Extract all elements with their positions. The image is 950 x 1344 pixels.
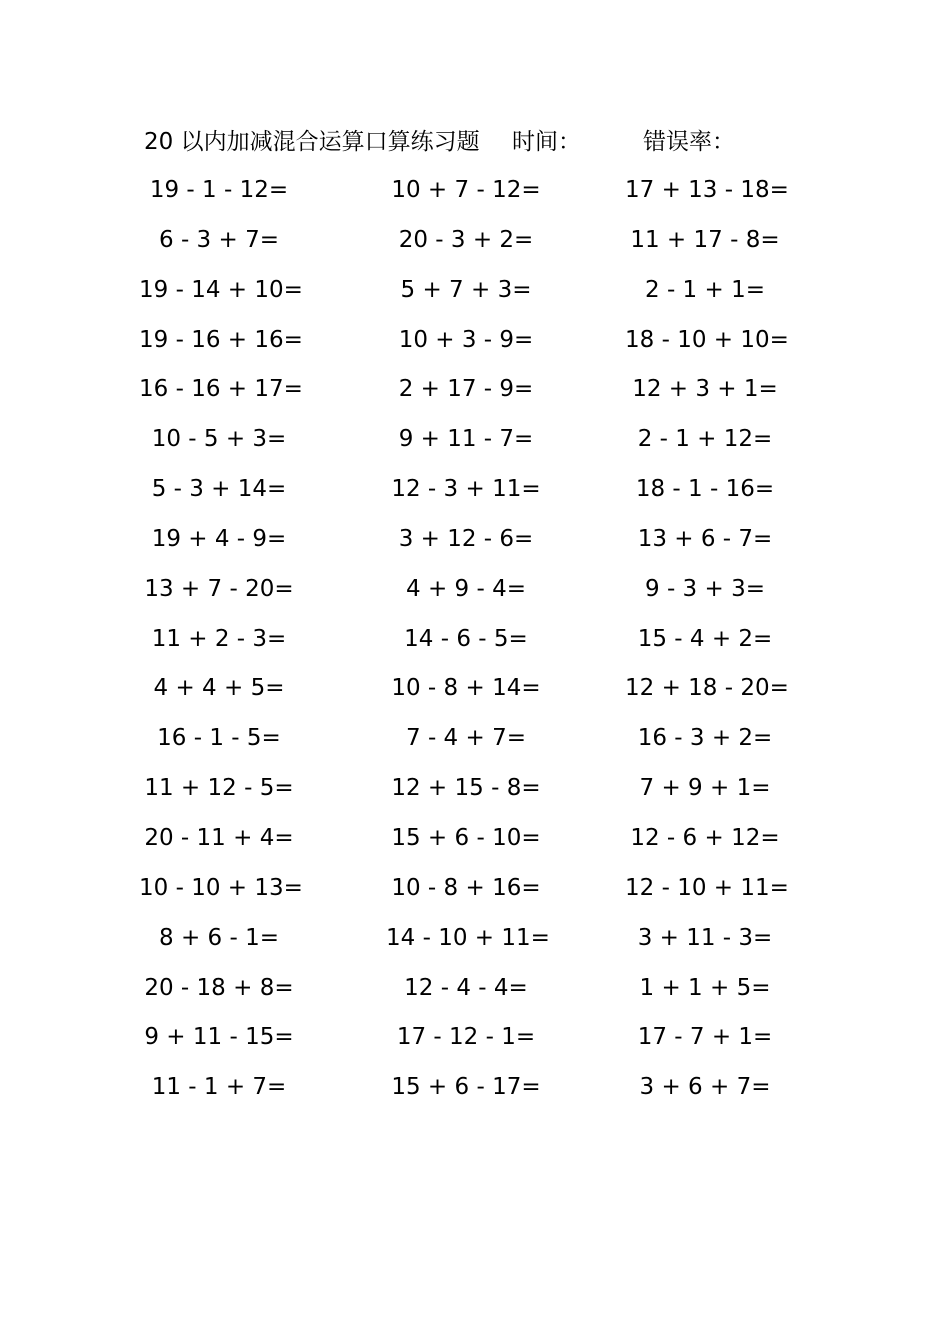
problem-item: 16 - 3 + 2= xyxy=(637,725,773,752)
problem-item: 19 - 14 + 10= xyxy=(139,276,303,303)
problem-item: 12 + 3 + 1= xyxy=(632,376,778,403)
problem-row xyxy=(0,515,950,565)
error-rate-label: 错误率： xyxy=(643,129,735,155)
problem-item: 10 - 10 + 13= xyxy=(139,874,303,901)
problem-item: 11 + 12 - 5= xyxy=(144,775,294,802)
problem-item: 19 - 16 + 16= xyxy=(139,326,303,353)
problem-item: 10 - 5 + 3= xyxy=(151,426,287,453)
problem-item: 19 + 4 - 9= xyxy=(151,525,287,552)
problem-row xyxy=(0,814,950,864)
problem-item: 9 - 3 + 3= xyxy=(645,575,765,602)
problem-row xyxy=(0,415,950,465)
problem-item: 18 - 1 - 16= xyxy=(635,476,775,503)
problem-item: 12 + 18 - 20= xyxy=(625,675,789,702)
problem-item: 17 + 13 - 18= xyxy=(625,177,789,203)
worksheet-header xyxy=(0,124,950,160)
time-label: 时间： xyxy=(512,129,581,155)
problem-item: 2 + 17 - 9= xyxy=(398,376,534,403)
problem-item: 19 - 1 - 12= xyxy=(149,177,289,203)
problem-item: 15 + 6 - 17= xyxy=(391,1074,541,1101)
problem-item: 15 - 4 + 2= xyxy=(637,625,773,652)
problem-row xyxy=(0,316,950,366)
problem-item: 12 - 10 + 11= xyxy=(625,874,789,901)
problem-row xyxy=(0,166,950,216)
problem-item: 16 - 16 + 17= xyxy=(139,376,303,403)
problem-row xyxy=(0,964,950,1014)
problem-item: 6 - 3 + 7= xyxy=(159,226,279,253)
problem-item: 10 + 7 - 12= xyxy=(391,177,541,203)
problem-item: 9 + 11 - 15= xyxy=(144,1024,294,1051)
problem-item: 10 - 8 + 14= xyxy=(391,675,541,702)
problem-item: 20 - 11 + 4= xyxy=(144,824,294,851)
problem-item: 4 + 4 + 5= xyxy=(153,675,285,702)
problem-item: 10 - 8 + 16= xyxy=(391,874,541,901)
problem-row xyxy=(0,365,950,415)
problem-row xyxy=(0,764,950,814)
problem-item: 12 - 4 - 4= xyxy=(404,974,528,1001)
problem-row xyxy=(0,266,950,316)
problem-item: 13 + 6 - 7= xyxy=(637,525,773,552)
problem-item: 3 + 6 + 7= xyxy=(639,1074,771,1101)
problem-item: 9 + 11 - 7= xyxy=(398,426,534,453)
problem-item: 20 - 3 + 2= xyxy=(398,226,534,253)
problem-item: 17 - 7 + 1= xyxy=(637,1024,773,1051)
worksheet-title: 20 以内加减混合运算口算练习题 xyxy=(144,129,480,155)
problem-item: 16 - 1 - 5= xyxy=(157,725,281,752)
problem-item: 15 + 6 - 10= xyxy=(391,824,541,851)
problem-row xyxy=(0,615,950,665)
problem-item: 3 + 12 - 6= xyxy=(398,525,534,552)
problem-item: 20 - 18 + 8= xyxy=(144,974,294,1001)
problem-item: 14 - 10 + 11= xyxy=(386,924,550,951)
problem-row xyxy=(0,216,950,266)
problem-item: 14 - 6 - 5= xyxy=(404,625,528,652)
problem-item: 8 + 6 - 1= xyxy=(159,924,279,951)
problem-item: 3 + 11 - 3= xyxy=(637,924,773,951)
problem-item: 5 + 7 + 3= xyxy=(400,276,532,303)
problem-row xyxy=(0,914,950,964)
problem-item: 7 + 9 + 1= xyxy=(639,775,771,802)
problem-row xyxy=(0,1013,950,1063)
problem-row xyxy=(0,465,950,515)
problem-item: 1 + 1 + 5= xyxy=(639,974,771,1001)
problem-item: 17 - 12 - 1= xyxy=(396,1024,536,1051)
problem-item: 13 + 7 - 20= xyxy=(144,575,294,602)
problem-item: 12 + 15 - 8= xyxy=(391,775,541,802)
problem-row xyxy=(0,565,950,615)
problem-item: 12 - 6 + 12= xyxy=(630,824,780,851)
problem-grid xyxy=(0,166,950,1113)
problem-item: 12 - 3 + 11= xyxy=(391,476,541,503)
problem-row xyxy=(0,1063,950,1113)
problem-item: 18 - 10 + 10= xyxy=(625,326,789,353)
problem-item: 2 - 1 + 12= xyxy=(637,426,773,453)
problem-row xyxy=(0,664,950,714)
problem-item: 2 - 1 + 1= xyxy=(645,276,765,303)
problem-item: 11 + 2 - 3= xyxy=(151,625,287,652)
problem-row xyxy=(0,864,950,914)
problem-item: 10 + 3 - 9= xyxy=(398,326,534,353)
problem-item: 5 - 3 + 14= xyxy=(151,476,287,503)
problem-item: 11 - 1 + 7= xyxy=(151,1074,287,1101)
problem-item: 7 - 4 + 7= xyxy=(406,725,526,752)
problem-item: 4 + 9 - 4= xyxy=(406,575,526,602)
problem-item: 11 + 17 - 8= xyxy=(630,226,780,253)
problem-row xyxy=(0,714,950,764)
